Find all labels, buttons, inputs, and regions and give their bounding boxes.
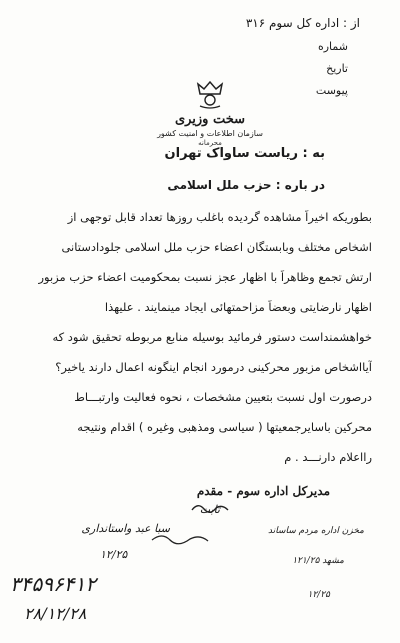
lion-and-sun-emblem-icon xyxy=(190,80,230,110)
body-line: درصورت اول نسبت بتعیین مشخصات ، نحوه فعالیت وارتبـــاط xyxy=(74,390,372,404)
body-line: ارتش تجمع وظاهراً با اظهار عجز نسبت بمحکومیت اعضاء حزب مزبور xyxy=(38,270,372,284)
body-line: اظهار نارضایتی وبعضاً مزاحمتهائی ایجاد مینمایند . علیهذا xyxy=(104,300,372,314)
header-date: تاریخ xyxy=(326,62,348,75)
header-attachment: پیوست xyxy=(315,84,348,97)
recipient-line: به : ریاست ساواک تهران xyxy=(164,146,325,161)
letterhead-organization: سازمان اطلاعات و امنیت کشور xyxy=(157,129,263,138)
letterhead-seal xyxy=(150,80,270,147)
signature-scribble-icon xyxy=(190,500,230,514)
handwritten-name: سبا عبد واستانداری xyxy=(81,522,170,535)
header-number: شماره xyxy=(317,40,348,53)
handwritten-date: ۱۲/۲۵ xyxy=(100,548,128,561)
body-line: محرکین باسایرجمعیتها ( سیاسی ومذهبی وغیره ) اقدام ونتیجه xyxy=(77,420,372,434)
body-line: خواهشمنداست دستور فرمائید بوسیله منابع مربوطه تحقیق شود که xyxy=(52,330,372,344)
handwritten-note: مشهد ۱۲۱/۲۵ xyxy=(292,556,344,566)
body-line: آیااشخاص مزبور محرکینی درمورد انجام اینگونه اعمال دارند یاخیر؟ xyxy=(55,360,372,374)
letterhead-name: سخت وزیری xyxy=(174,112,246,127)
letterhead-classification: محرمانه xyxy=(198,139,222,147)
header-from: از : اداره کل سوم ۳۱۶ xyxy=(245,16,360,30)
signature-initials: ثابت xyxy=(199,503,220,516)
handwritten-reference-number: ۳۴۵۹۶۴۱۲ xyxy=(10,572,96,596)
body-line: بطوریکه اخیراً مشاهده گردیده باغلب روزها تعداد قابل توجهی از xyxy=(67,210,372,224)
signature-scribble-icon xyxy=(150,532,210,546)
handwritten-reference-date: ۲۸/۱۲/۲۸ xyxy=(24,604,87,623)
subject-line: در باره : حزب ملل اسلامی xyxy=(167,178,325,192)
body-line: رااعلام دارنـــد . م xyxy=(284,450,372,464)
handwritten-note: مخزن اداره مردم ساساند xyxy=(267,526,364,536)
body-line: اشخاص مختلف وبابستگان اعضاء حزب ملل اسلامی جلودادستانی xyxy=(61,240,372,254)
signature-title: مدیرکل اداره سوم - مقدم xyxy=(196,484,330,498)
handwritten-date: ۱۲/۲۵ xyxy=(307,590,330,600)
